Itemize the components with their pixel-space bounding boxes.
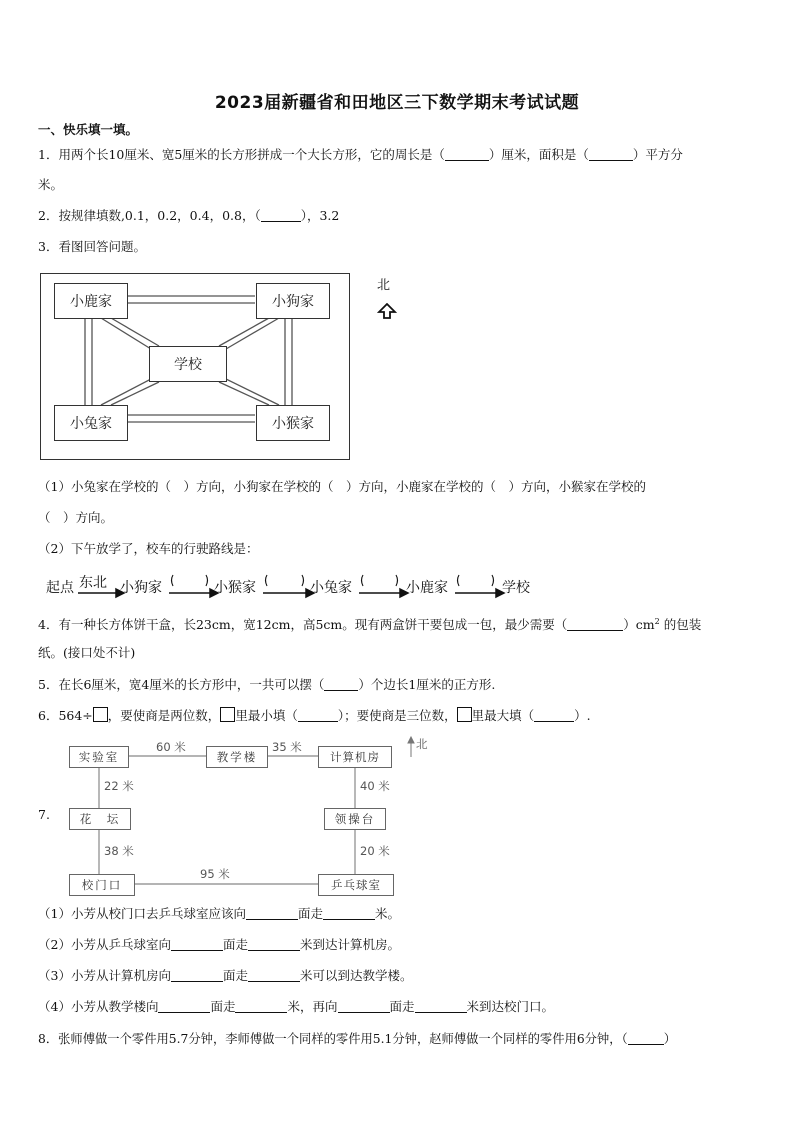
place-school-gate: 校门口 [69,874,135,896]
q7-s3-text-c: 米可以到达教学楼。 [299,968,413,983]
house-dog: 小狗家 [256,283,330,319]
distance-computer-podium: 40 米 [360,779,390,793]
q7-s4-text-b: 面走 [210,999,236,1014]
route-stop-deer: 小鹿家 [406,580,448,596]
q8-text-a: 8．张师傅做一个零件用5.7分钟，李师傅做一个同样的零件用5.1分钟，赵师傅做一个同样的零件用6分钟，（ [38,1032,628,1046]
q7-s4-text-e: 米到达校门口。 [466,999,555,1014]
question-5 [38,677,495,693]
q5-text-a: 5．在长6厘米，宽4厘米的长方形中，一共可以摆（ [38,677,325,692]
q4-text-b: ）cm [623,617,655,633]
q4-continuation: 纸。(接口处不计) [38,645,136,660]
question-4 [38,614,701,633]
question-8 [38,1031,676,1047]
q7-s2-text-b: 面走 [222,937,248,952]
q8-text-b: ） [663,1032,676,1046]
q7-s2-blank-direction[interactable] [171,938,223,951]
place-podium: 领操台 [324,808,386,830]
campus-map [66,735,416,895]
house-monkey: 小猴家 [256,405,330,441]
q7-s2-blank-distance[interactable] [248,938,300,951]
distance-gate-pingpong: 95 米 [200,867,230,881]
q7-s4-blank-direction-2[interactable] [338,1000,390,1013]
north-label: 北 [377,278,391,293]
q1-blank-area[interactable] [589,148,633,161]
house-rabbit: 小兔家 [54,405,128,441]
q1-text-c: ）平方分 [632,147,683,162]
q4-text-c: 的包装 [659,617,702,633]
q4-superscript: 2 [654,617,660,626]
route-start: 起点 [46,580,74,596]
q7-s1-text-b: 面走 [297,906,323,921]
q1-text-b: ）厘米，面积是（ [488,147,589,162]
q7-s1-blank-direction[interactable] [246,907,298,920]
route-end-school: 学校 [502,580,530,596]
q6-box-1 [220,707,235,722]
route-stop-dog: 小狗家 [120,580,162,596]
q8-blank[interactable] [628,1032,664,1045]
question-1 [38,147,683,163]
q7-s3-text-a: （3）小芳从计算机房向 [38,968,171,983]
distance-garden-gate: 38 米 [104,844,134,858]
q7-sub4 [38,999,554,1015]
house-deer: 小鹿家 [54,283,128,319]
q4-blank[interactable] [567,618,623,631]
q6-text-c: 里最小填（ [235,708,298,723]
q6-text-d: ）；要使商是三位数， [337,708,457,723]
route-stop-monkey: 小猴家 [214,580,256,596]
map-diagram [40,273,350,460]
distance-podium-pingpong: 20 米 [360,844,390,858]
q5-blank[interactable] [324,678,358,691]
q6-text-e: 里最大填（ [471,708,535,723]
q6-divisor-box[interactable] [93,707,108,722]
place-lab: 实验室 [69,746,129,768]
campus-north-label: 北 [416,737,428,751]
bus-route [46,570,566,602]
q7-s3-text-b: 面走 [222,968,248,983]
q6-text-f: ）. [574,708,591,723]
question-3-label: 3．看图回答问题。 [38,239,146,254]
place-computer-room: 计算机房 [318,746,392,768]
q7-s1-text-c: 米。 [374,906,400,921]
q7-s4-text-a: （4）小芳从教学楼向 [38,999,159,1014]
q7-s3-blank-distance[interactable] [248,969,300,982]
q3-sub2: （2）下午放学了，校车的行驶路线是： [38,541,259,556]
q6-text-a: 6．564÷ [38,708,93,723]
q7-s2-text-c: 米到达计算机房。 [299,937,400,952]
place-flower-bed: 花 坛 [69,808,131,830]
q7-s1-blank-distance[interactable] [323,907,375,920]
page-title: 2023届新疆省和田地区三下数学期末考试试题 [214,93,580,113]
section-heading: 一、快乐填一填。 [38,122,139,137]
school: 学校 [149,346,227,382]
q7-s4-text-c: 米，再向 [287,999,338,1014]
q1-blank-perimeter[interactable] [445,148,489,161]
q7-sub3 [38,968,413,984]
q7-s4-text-d: 面走 [389,999,415,1014]
question-6 [38,707,591,724]
q6-text-b: ，要使商是两位数， [107,708,221,723]
distance-lab-garden: 22 米 [104,779,134,793]
route-stop-rabbit: 小兔家 [310,580,352,596]
question-2 [38,208,339,224]
q7-s4-blank-distance-1[interactable] [235,1000,287,1013]
q7-s4-blank-direction-1[interactable] [158,1000,210,1013]
q7-s3-blank-direction[interactable] [171,969,223,982]
q6-blank-min[interactable] [298,709,338,722]
place-teaching-building: 教学楼 [206,746,268,768]
q3-sub1-continuation: （ ）方向。 [38,510,114,525]
route-direction-1: 东北 [79,575,107,591]
q7-s1-text-a: （1）小芳从校门口去乒乓球室应该向 [38,906,246,921]
q6-blank-max[interactable] [534,709,574,722]
q3-sub1: （1）小兔家在学校的（ ）方向，小狗家在学校的（ ）方向，小鹿家在学校的（ ）方向，小猴家在学校的 [38,479,646,494]
q7-s4-blank-distance-2[interactable] [415,1000,467,1013]
q2-text-b: ），3.2 [300,208,340,223]
q2-blank[interactable] [261,209,301,222]
q1-text-a: 1．用两个长10厘米、宽5厘米的长方形拼成一个大长方形，它的周长是（ [38,147,445,162]
q2-text-a: 2．按规律填数,0.1，0.2，0.4，0.8，（ [38,208,261,223]
q1-continuation: 米。 [38,177,64,192]
place-pingpong-room: 乒乓球室 [318,874,394,896]
q5-text-b: ）个边长1厘米的正方形. [358,677,496,692]
north-arrow-icon [377,303,397,319]
q7-sub2 [38,937,400,953]
distance-lab-teaching: 60 米 [156,740,186,754]
q7-s2-text-a: （2）小芳从乒乓球室向 [38,937,171,952]
question-7-label: 7. [38,807,50,822]
q6-box-2 [457,707,472,722]
q7-sub1 [38,906,400,922]
q4-text-a: 4．有一种长方体饼干盒，长23cm，宽12cm，高5cm。现有两盒饼干要包成一包，最少需要（ [38,617,568,633]
distance-teaching-computer: 35 米 [272,740,302,754]
